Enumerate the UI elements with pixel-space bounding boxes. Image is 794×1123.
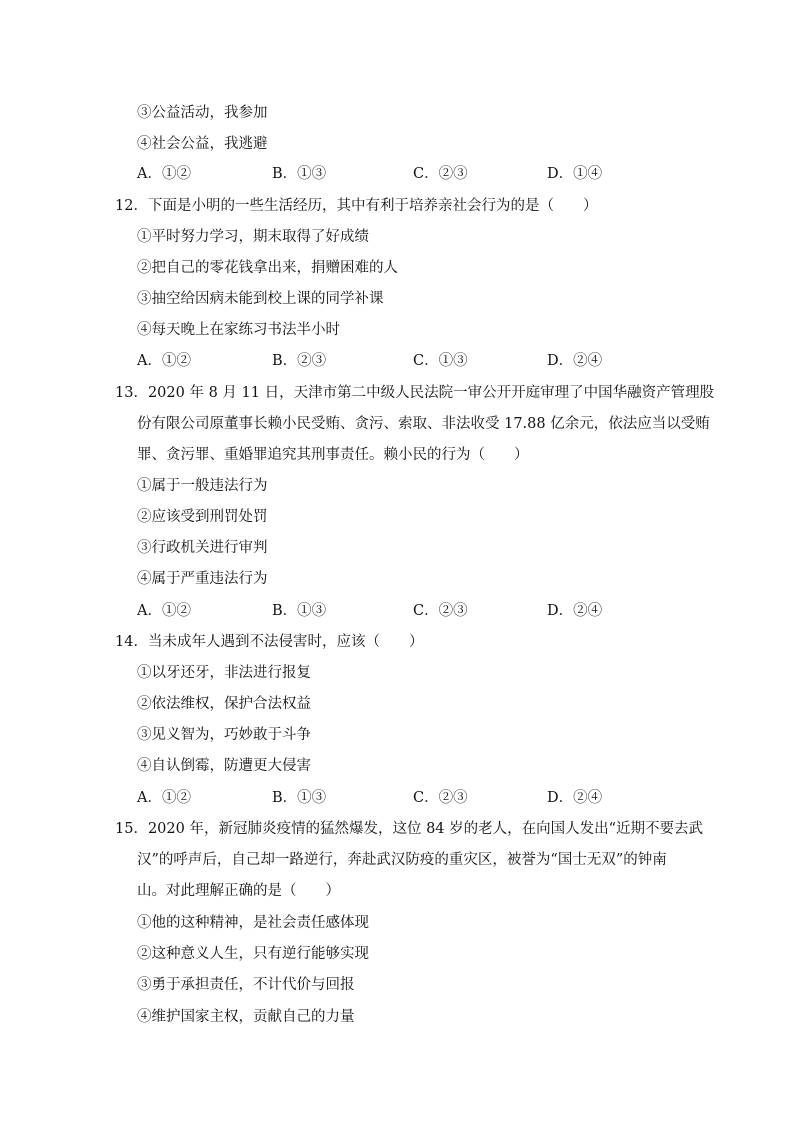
q12-option-2: ②把自己的零花钱拿出来，捐赠困难的人: [137, 260, 398, 276]
q15-stem-line-3: 山。对此理解正确的是（ ）: [137, 883, 340, 899]
q15-option-3: ③勇于承担责任，不计代价与回报: [137, 977, 355, 993]
q13-option-1: ①属于一般违法行为: [137, 478, 268, 494]
q12-option-3: ③抽空给因病未能到校上课的同学补课: [137, 291, 384, 307]
q11-option-4: ④社会公益，我逃避: [137, 136, 268, 152]
q13-option-3: ③行政机关进行审判: [137, 540, 268, 556]
q14-choices: [137, 788, 617, 808]
q12-option-1: ①平时努力学习，期末取得了好成绩: [137, 229, 369, 245]
q12-stem: 12．下面是小明的一些生活经历，其中有利于培养亲社会行为的是（ ）: [115, 198, 598, 214]
q13-stem-line-2: 份有限公司原董事长赖小民受贿、贪污、索取、非法收受 17.88 亿余元，依法应当以受贿: [137, 416, 710, 432]
q11-choice-b: B．①③: [272, 166, 327, 182]
q14-choice-d: D．②④: [547, 790, 603, 806]
q14-option-3: ③见义智为，巧妙敢于斗争: [137, 727, 311, 743]
q14-option-4: ④自认倒霉，防遭更大侵害: [137, 758, 311, 774]
q14-option-2: ②依法维权，保护合法权益: [137, 696, 311, 712]
q15-option-4: ④维护国家主权，贡献自己的力量: [137, 1009, 355, 1025]
q12-choice-a: A．①②: [137, 353, 191, 369]
q14-option-1: ①以牙还牙，非法进行报复: [137, 665, 311, 681]
q12-choice-b: B．②③: [272, 353, 327, 369]
q15-option-1: ①他的这种精神，是社会责任感体现: [137, 915, 369, 931]
q13-choices: [137, 601, 617, 621]
q13-option-2: ②应该受到刑罚处罚: [137, 509, 268, 525]
q11-choices: [137, 164, 617, 184]
q11-option-3: ③公益活动，我参加: [137, 105, 268, 121]
q13-option-4: ④属于严重违法行为: [137, 571, 268, 587]
q12-choice-c: C．①③: [413, 353, 468, 369]
q11-choice-d: D．①④: [547, 166, 603, 182]
q15-stem-line-2: 汉”的呼声后，自己却一路逆行，奔赴武汉防疫的重灾区，被誉为“国士无双”的钟南: [137, 852, 667, 868]
q14-stem: 14．当未成年人遇到不法侵害时，应该（ ）: [115, 634, 424, 650]
q13-choice-b: B．①③: [272, 603, 327, 619]
q13-stem-line-1: 13．2020 年 8 月 11 日，天津市第二中级人民法院一审公开开庭审理了中国华融资产管理股: [115, 385, 715, 401]
q12-option-4: ④每天晚上在家练习书法半小时: [137, 322, 340, 338]
q13-choice-a: A．①②: [137, 603, 191, 619]
q15-option-2: ②这种意义人生，只有逆行能够实现: [137, 946, 369, 962]
q14-choice-a: A．①②: [137, 790, 191, 806]
q12-choice-d: D．②④: [547, 353, 603, 369]
q15-stem-line-1: 15．2020 年，新冠肺炎疫情的猛然爆发，这位 84 岁的老人，在向国人发出“近期不要去武: [115, 821, 704, 837]
q14-choice-c: C．②③: [413, 790, 468, 806]
q11-choice-a: A．①②: [137, 166, 191, 182]
q13-choice-c: C．②③: [413, 603, 468, 619]
q11-choice-c: C．②③: [413, 166, 468, 182]
q12-choices: [137, 351, 617, 371]
q13-stem-line-3: 罪、贪污罪、重婚罪追究其刑事责任。赖小民的行为（ ）: [137, 447, 529, 463]
q13-choice-d: D．②④: [547, 603, 603, 619]
q14-choice-b: B．①③: [272, 790, 327, 806]
